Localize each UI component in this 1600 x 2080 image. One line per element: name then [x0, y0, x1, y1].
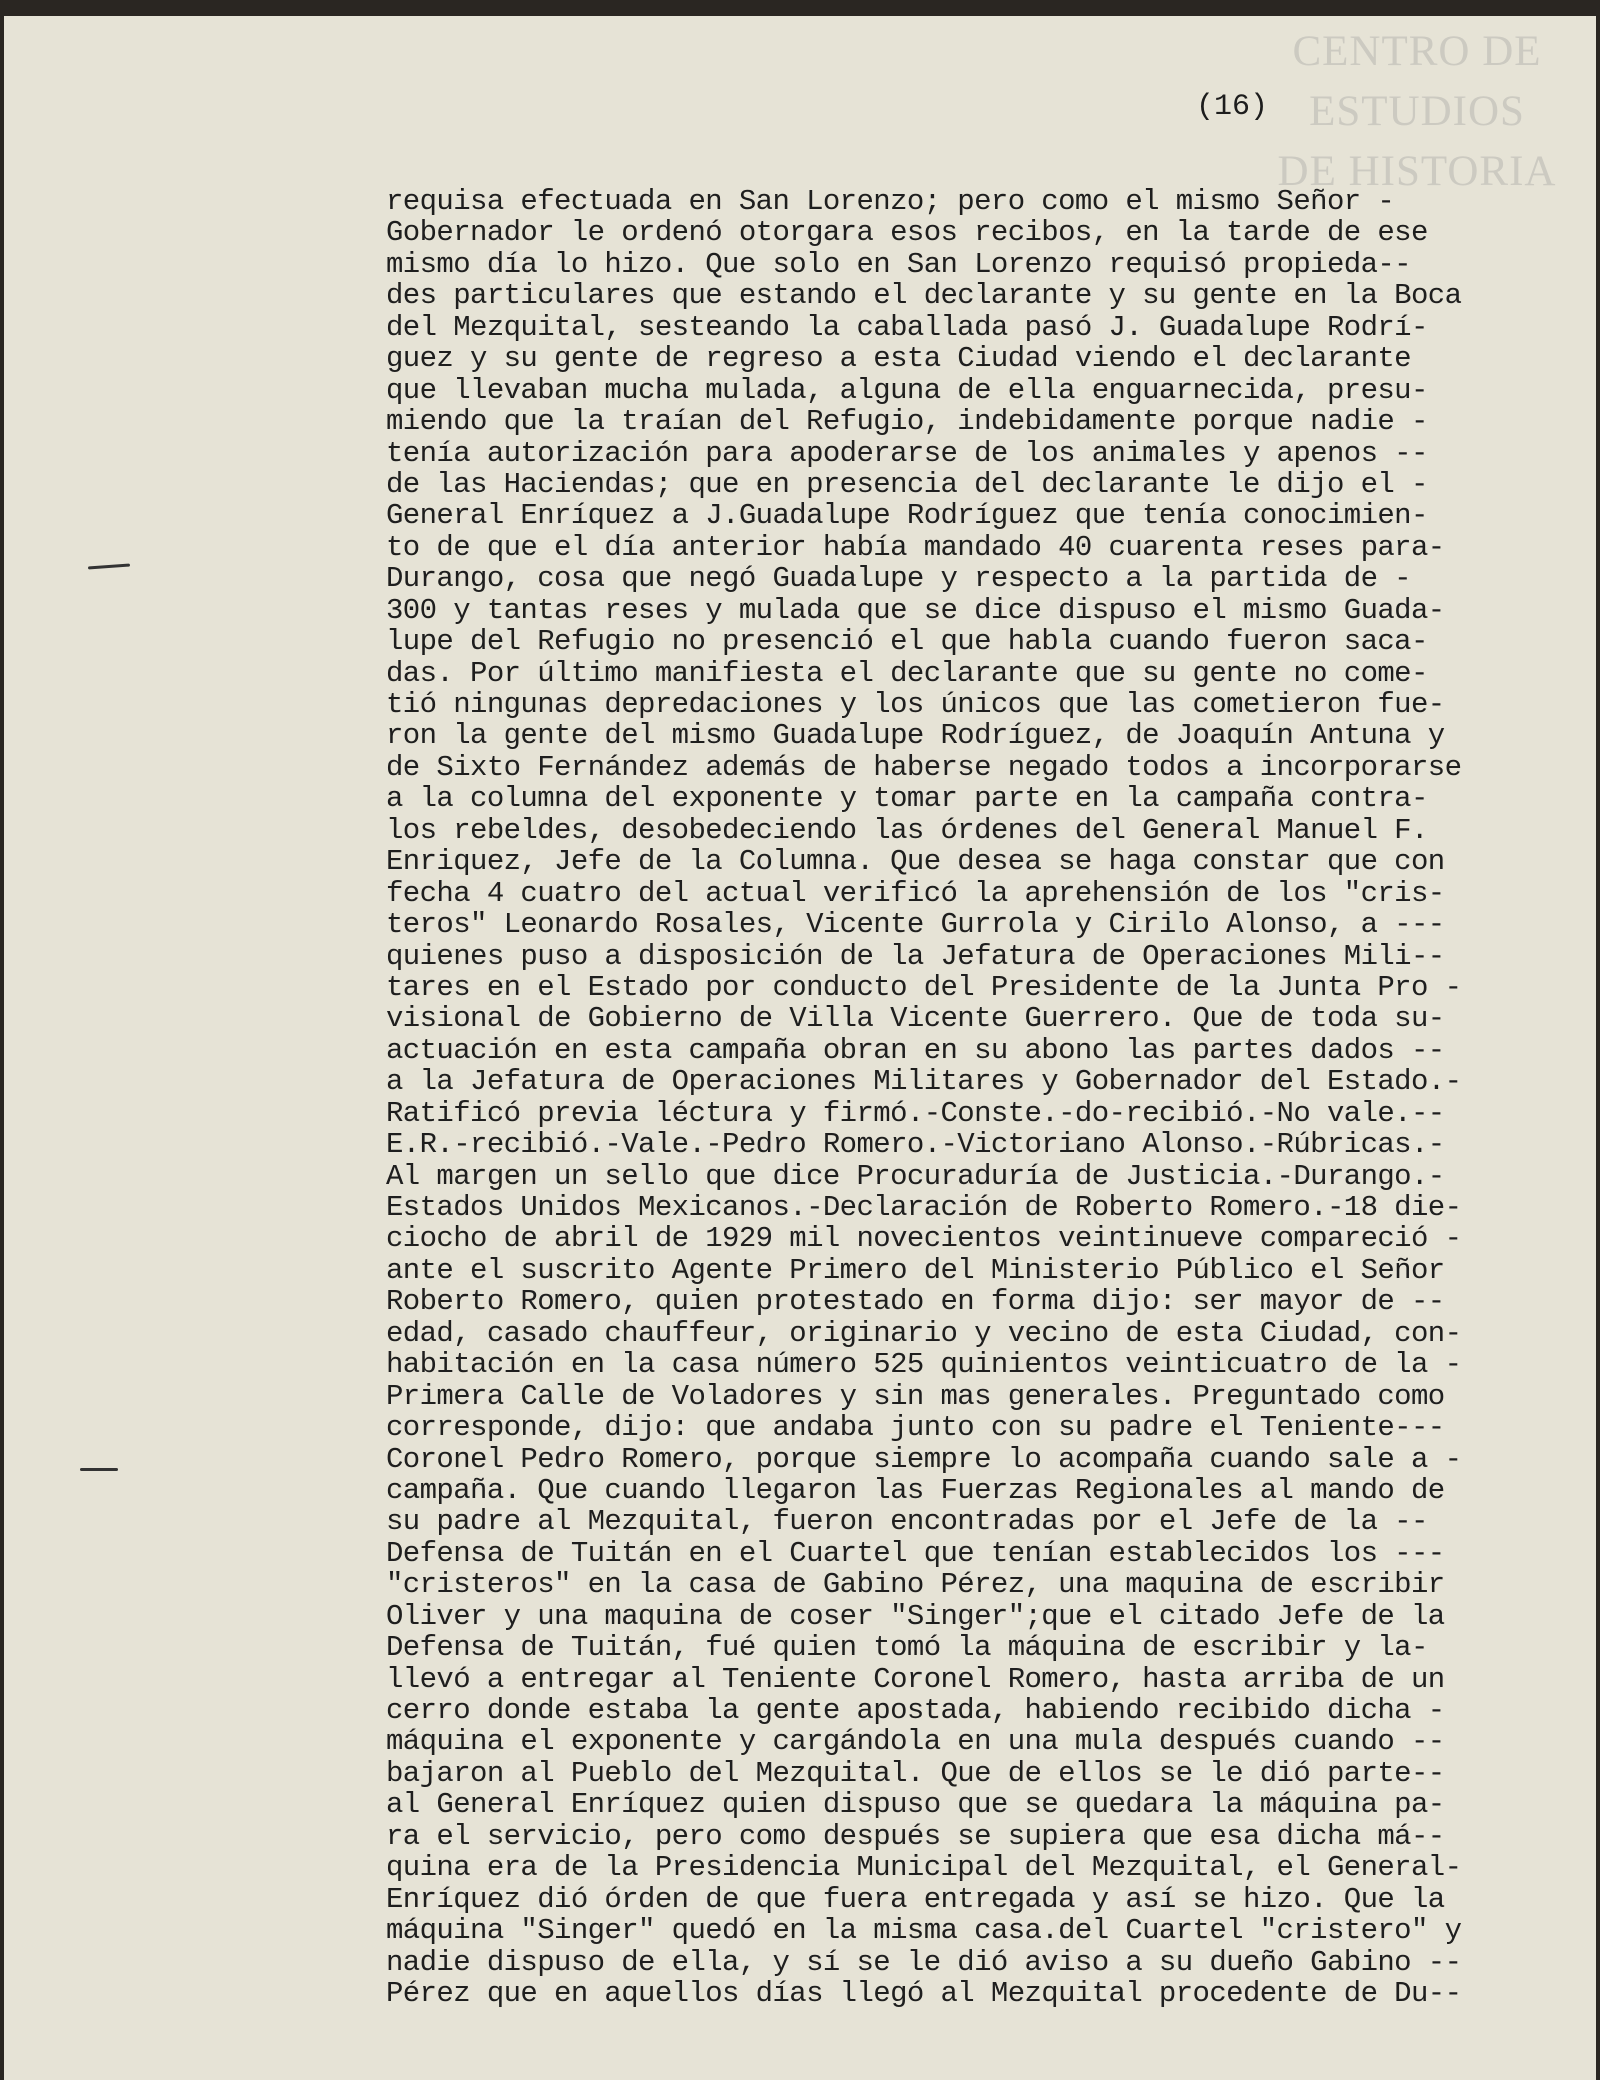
text-line: Al margen un sello que dice Procuraduría de Justicia.-Durango.- — [386, 1159, 1445, 1193]
text-line: cerro donde estaba la gente apostada, habiendo recibido dicha - — [386, 1694, 1445, 1727]
text-line: miendo que la traían del Refugio, indebidamente porque nadie - — [386, 405, 1428, 439]
text-line: E.R.-recibió.-Vale.-Pedro Romero.-Victoriano Alonso.-Rúbricas.- — [386, 1128, 1445, 1162]
text-line: Defensa de Tuitán en el Cuartel que tenían establecidos los --- — [386, 1536, 1445, 1570]
text-line: "cristeros" en la casa de Gabino Pérez, una maquina de escribir — [386, 1568, 1445, 1602]
text-line: Defensa de Tuitán, fué quien tomó la máquina de escribir y la- — [386, 1631, 1428, 1665]
text-line: tenía autorización para apoderarse de los animales y apenos -- — [386, 436, 1428, 470]
margin-mark — [80, 1468, 118, 1471]
document-page — [4, 16, 1596, 2080]
text-line: máquina "Singer" quedó en la misma casa.del Cuartel "cristero" y — [386, 1914, 1462, 1948]
text-line: nadie dispuso de ella, y sí se le dió aviso a su dueño Gabino -- — [386, 1945, 1462, 1979]
text-line: tió ningunas depredaciones y los únicos que las cometieron fue- — [386, 688, 1445, 721]
text-line: bajaron al Pueblo del Mezquital. Que de ellos se le dió parte-- — [386, 1756, 1445, 1790]
text-line: que llevaban mucha mulada, alguna de ella enguarnecida, presu- — [386, 373, 1428, 407]
watermark-line: CENTRO DE — [1292, 28, 1542, 75]
text-line: guez y su gente de regreso a esta Ciudad viendo el declarante — [386, 342, 1411, 376]
text-line: Enríquez dió órden de que fuera entregada y así se hizo. Que la — [386, 1882, 1445, 1916]
text-line: ciocho de abril de 1929 mil novecientos veintinueve compareció - — [386, 1222, 1462, 1256]
text-line: Roberto Romero, quien protestado en forma dijo: ser mayor de -- — [386, 1285, 1445, 1319]
text-line: de las Haciendas; que en presencia del declarante le dijo el - — [386, 467, 1428, 501]
text-line: Coronel Pedro Romero, porque siempre lo acompaña cuando sale a - — [386, 1442, 1462, 1476]
text-line: quienes puso a disposición de la Jefatura de Operaciones Mili-- — [386, 939, 1445, 973]
text-line: ron la gente del mismo Guadalupe Rodríguez, de Joaquín Antuna y — [386, 719, 1445, 753]
text-line: mismo día lo hizo. Que solo en San Lorenzo requisó propieda-- — [386, 247, 1411, 281]
text-line: visional de Gobierno de Villa Vicente Guerrero. Que de toda su- — [386, 1002, 1445, 1036]
text-line: su padre al Mezquital, fueron encontradas por el Jefe de la -- — [386, 1505, 1428, 1539]
text-line: habitación en la casa número 525 quinientos veinticuatro de la - — [386, 1348, 1462, 1382]
text-line: a la columna del exponente y tomar parte en la campaña contra- — [386, 782, 1428, 816]
text-line: edad, casado chauffeur, originario y vecino de esta Ciudad, con- — [386, 1316, 1462, 1350]
margin-mark — [88, 564, 130, 570]
text-line: to de que el día anterior había mandado 40 cuarenta reses para- — [386, 530, 1445, 564]
text-line: Durango, cosa que negó Guadalupe y respecto a la partida de - — [386, 562, 1411, 596]
watermark-line: DE HISTORIA — [1277, 148, 1557, 195]
text-line: ra el servicio, pero como después se supiera que esa dicha má-- — [386, 1819, 1445, 1853]
text-line: Enriquez, Jefe de la Columna. Que desea se haga constar que con — [386, 845, 1445, 879]
archive-watermark — [1252, 22, 1582, 202]
text-line: Estados Unidos Mexicanos.-Declaración de Roberto Romero.-18 die- — [386, 1191, 1462, 1224]
text-line: a la Jefatura de Operaciones Militares y Gobernador del Estado.- — [386, 1065, 1462, 1099]
text-line: requisa efectuada en San Lorenzo; pero como el mismo Señor - — [386, 185, 1395, 218]
declaration-text — [386, 186, 1596, 2009]
text-line: lupe del Refugio no presenció el que habla cuando fueron saca- — [386, 625, 1428, 659]
text-line: quina era de la Presidencia Municipal del Mezquital, el General- — [386, 1851, 1462, 1885]
text-line: llevó a entregar al Teniente Coronel Romero, hasta arriba de un — [386, 1662, 1445, 1696]
text-line: Pérez que en aquellos días llegó al Mezquital procedente de Du-- — [386, 1976, 1462, 2010]
text-line: de Sixto Fernández además de haberse negado todos a incorporarse — [386, 750, 1462, 784]
text-line: Ratificó previa léctura y firmó.-Conste.-do-recibió.-No vale.-- — [386, 1096, 1445, 1130]
text-line: máquina el exponente y cargándola en una mula después cuando -- — [386, 1725, 1445, 1759]
page-number: (16) — [1196, 90, 1269, 124]
text-line: Oliver y una maquina de coser "Singer";que el citado Jefe de la — [386, 1599, 1445, 1633]
text-line: tares en el Estado por conducto del Presidente de la Junta Pro - — [386, 970, 1462, 1004]
text-line: das. Por último manifiesta el declarante que su gente no come- — [386, 656, 1428, 690]
text-line: ante el suscrito Agente Primero del Ministerio Público el Señor — [386, 1253, 1445, 1287]
watermark-line: ESTUDIOS — [1309, 88, 1525, 135]
text-line: los rebeldes, desobedeciendo las órdenes del General Manuel F. — [386, 813, 1428, 847]
text-line: des particulares que estando el declarante y su gente en la Boca — [386, 279, 1462, 313]
text-line: General Enríquez a J.Guadalupe Rodríguez que tenía conocimien- — [386, 499, 1428, 533]
text-line: del Mezquital, sesteando la caballada pasó J. Guadalupe Rodrí- — [386, 310, 1428, 344]
text-line: actuación en esta campaña obran en su abono las partes dados -- — [386, 1033, 1445, 1067]
text-line: campaña. Que cuando llegaron las Fuerzas Regionales al mando de — [386, 1473, 1445, 1507]
text-line: teros" Leonardo Rosales, Vicente Gurrola y Cirilo Alonso, a --- — [386, 908, 1445, 942]
text-line: Gobernador le ordenó otorgara esos recibos, en la tarde de ese — [386, 216, 1428, 250]
text-line: al General Enríquez quien dispuso que se quedara la máquina pa- — [386, 1788, 1445, 1822]
text-line: 300 y tantas reses y mulada que se dice dispuso el mismo Guada- — [386, 593, 1445, 627]
text-line: Primera Calle de Voladores y sin mas generales. Preguntado como — [386, 1379, 1445, 1413]
text-line: corresponde, dijo: que andaba junto con su padre el Teniente--- — [386, 1411, 1445, 1445]
text-line: fecha 4 cuatro del actual verificó la aprehensión de los "cris- — [386, 876, 1445, 910]
